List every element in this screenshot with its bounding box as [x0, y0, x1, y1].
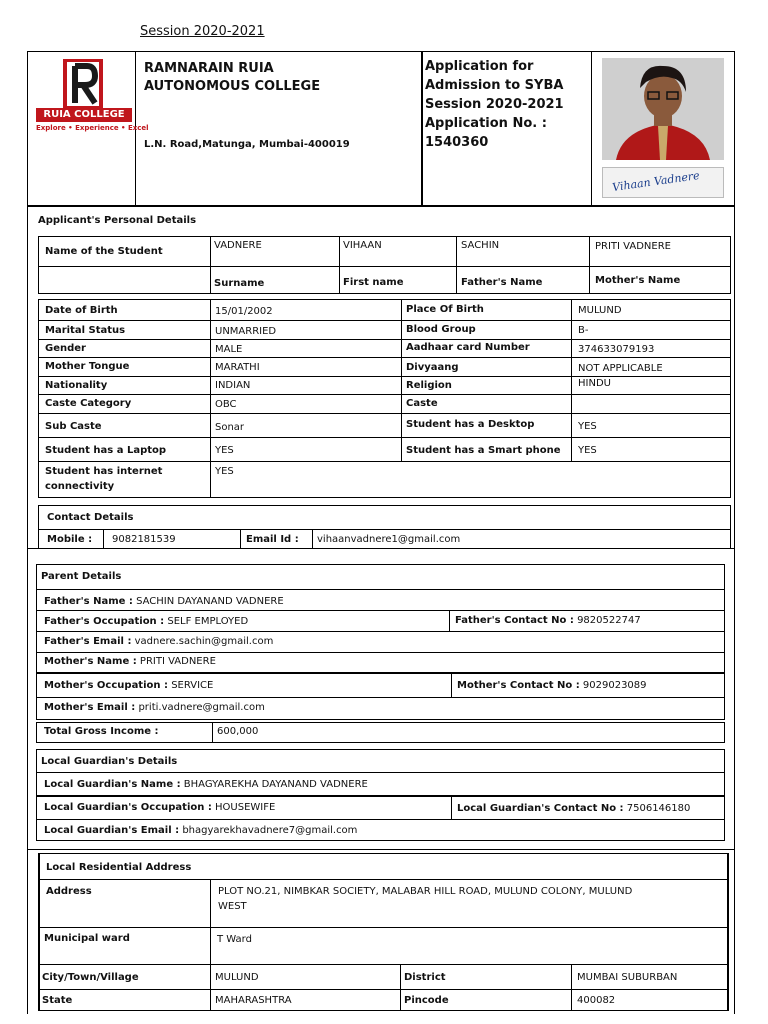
dob-value: 15/01/2002 [215, 306, 273, 317]
subcaste-label: Sub Caste [45, 421, 102, 432]
aadhaar-value: 374633079193 [578, 344, 655, 355]
nationality-value: INDIAN [215, 380, 251, 391]
mobile-value: 9082181539 [112, 534, 176, 545]
caste-category-label: Caste Category [45, 398, 132, 409]
state-value: MAHARASHTRA [215, 995, 292, 1006]
logo-label: RUIA COLLEGE [43, 109, 125, 120]
address-label: Address [46, 886, 92, 897]
income-label: Total Gross Income : [44, 726, 159, 737]
subcaste-value: Sonar [215, 422, 245, 433]
address-table [38, 853, 729, 1011]
parent-details-heading: Parent Details [41, 571, 122, 582]
father-occupation-row: Father's Occupation : SELF EMPLOYED [44, 616, 249, 627]
smartphone-label: Student has a Smart phone [406, 445, 561, 456]
desktop-value: YES [578, 421, 597, 432]
district-value: MUMBAI SUBURBAN [577, 972, 678, 983]
first-name-label: First name [343, 277, 404, 288]
college-address: L.N. Road,Matunga, Mumbai-400019 [144, 139, 350, 150]
tongue-label: Mother Tongue [45, 361, 130, 372]
session-title: Session 2020-2021 [140, 24, 265, 39]
internet-label: Student has internet [45, 466, 163, 477]
guardian-email-row: Local Guardian's Email : bhagyarekhavadnere7@gmail.com [44, 825, 358, 836]
email-label: Email Id : [246, 534, 299, 545]
father-email-row: Father's Email : vadnere.sachin@gmail.com [44, 636, 274, 647]
dob-label: Date of Birth [45, 305, 118, 316]
income-value: 600,000 [217, 726, 259, 737]
gender-value: MALE [215, 344, 243, 355]
address-value-line1: PLOT NO.21, NIMBKAR SOCIETY, MALABAR HILL ROAD, MULUND COLONY, MULUND [218, 886, 633, 897]
surname-value: VADNERE [214, 240, 262, 251]
pob-value: MULUND [578, 305, 622, 316]
guardian-details-heading: Local Guardian's Details [41, 756, 178, 767]
mother-occupation-row: Mother's Occupation : SERVICE [44, 680, 214, 691]
city-value: MULUND [215, 972, 259, 983]
signature-text: Vihaan Vadnere [611, 168, 701, 195]
religion-label: Religion [406, 380, 452, 391]
aadhaar-label: Aadhaar card Number [406, 342, 530, 353]
address-value-line2: WEST [218, 901, 247, 912]
ward-label: Municipal ward [44, 933, 130, 944]
caste-category-value: OBC [215, 399, 237, 410]
father-name-value: SACHIN [461, 240, 500, 251]
email-value: vihaanvadnere1@gmail.com [317, 534, 461, 545]
religion-value: HINDU [578, 378, 611, 389]
laptop-value: YES [215, 445, 234, 456]
personal-details-heading: Applicant's Personal Details [38, 215, 197, 226]
divyaang-label: Divyaang [406, 362, 459, 373]
mobile-label: Mobile : [47, 534, 93, 545]
caste-label: Caste [406, 398, 438, 409]
mother-name-value: PRITI VADNERE [595, 241, 671, 252]
smartphone-value: YES [578, 445, 597, 456]
blood-value: B- [578, 325, 589, 336]
mother-email-row: Mother's Email : priti.vadnere@gmail.com [44, 702, 265, 713]
tongue-value: MARATHI [215, 362, 260, 373]
nationality-label: Nationality [45, 380, 108, 391]
college-name: RAMNARAIN RUIA [144, 61, 274, 76]
mother-contact-row: Mother's Contact No : 9029023089 [457, 680, 647, 691]
pincode-value: 400082 [577, 995, 616, 1006]
gender-label: Gender [45, 343, 86, 354]
blood-label: Blood Group [406, 324, 476, 335]
father-contact-row: Father's Contact No : 9820522747 [455, 615, 641, 626]
pob-label: Place Of Birth [406, 304, 484, 315]
name-label: Name of the Student [45, 246, 163, 257]
application-number: 1540360 [425, 135, 489, 150]
contact-details-heading: Contact Details [47, 512, 134, 523]
city-label: City/Town/Village [42, 972, 139, 983]
marital-value: UNMARRIED [215, 326, 277, 337]
father-name-label: Father's Name [461, 277, 543, 288]
ward-value: T Ward [217, 934, 252, 945]
guardian-name-row: Local Guardian's Name : BHAGYAREKHA DAYANAND VADNERE [44, 779, 368, 790]
district-label: District [404, 972, 446, 983]
logo-tagline: Explore • Experience • Excel [36, 124, 149, 132]
guardian-occupation-row: Local Guardian's Occupation : HOUSEWIFE [44, 802, 276, 813]
first-name-value: VIHAAN [343, 240, 382, 251]
father-name-row: Father's Name : SACHIN DAYANAND VADNERE [44, 596, 284, 607]
pincode-label: Pincode [404, 995, 449, 1006]
guardian-contact-row: Local Guardian's Contact No : 7506146180 [457, 803, 691, 814]
desktop-label: Student has a Desktop [406, 419, 535, 430]
laptop-label: Student has a Laptop [45, 445, 167, 456]
surname-label: Surname [214, 278, 265, 289]
state-label: State [42, 995, 73, 1006]
mother-name-row: Mother's Name : PRITI VADNERE [44, 656, 216, 667]
application-title: Application for [425, 59, 534, 74]
mother-name-label: Mother's Name [595, 275, 681, 286]
address-heading: Local Residential Address [46, 862, 192, 873]
divyaang-value: NOT APPLICABLE [578, 363, 663, 374]
marital-label: Marital Status [45, 325, 126, 336]
internet-value: YES [215, 466, 234, 477]
student-photo [602, 58, 724, 160]
